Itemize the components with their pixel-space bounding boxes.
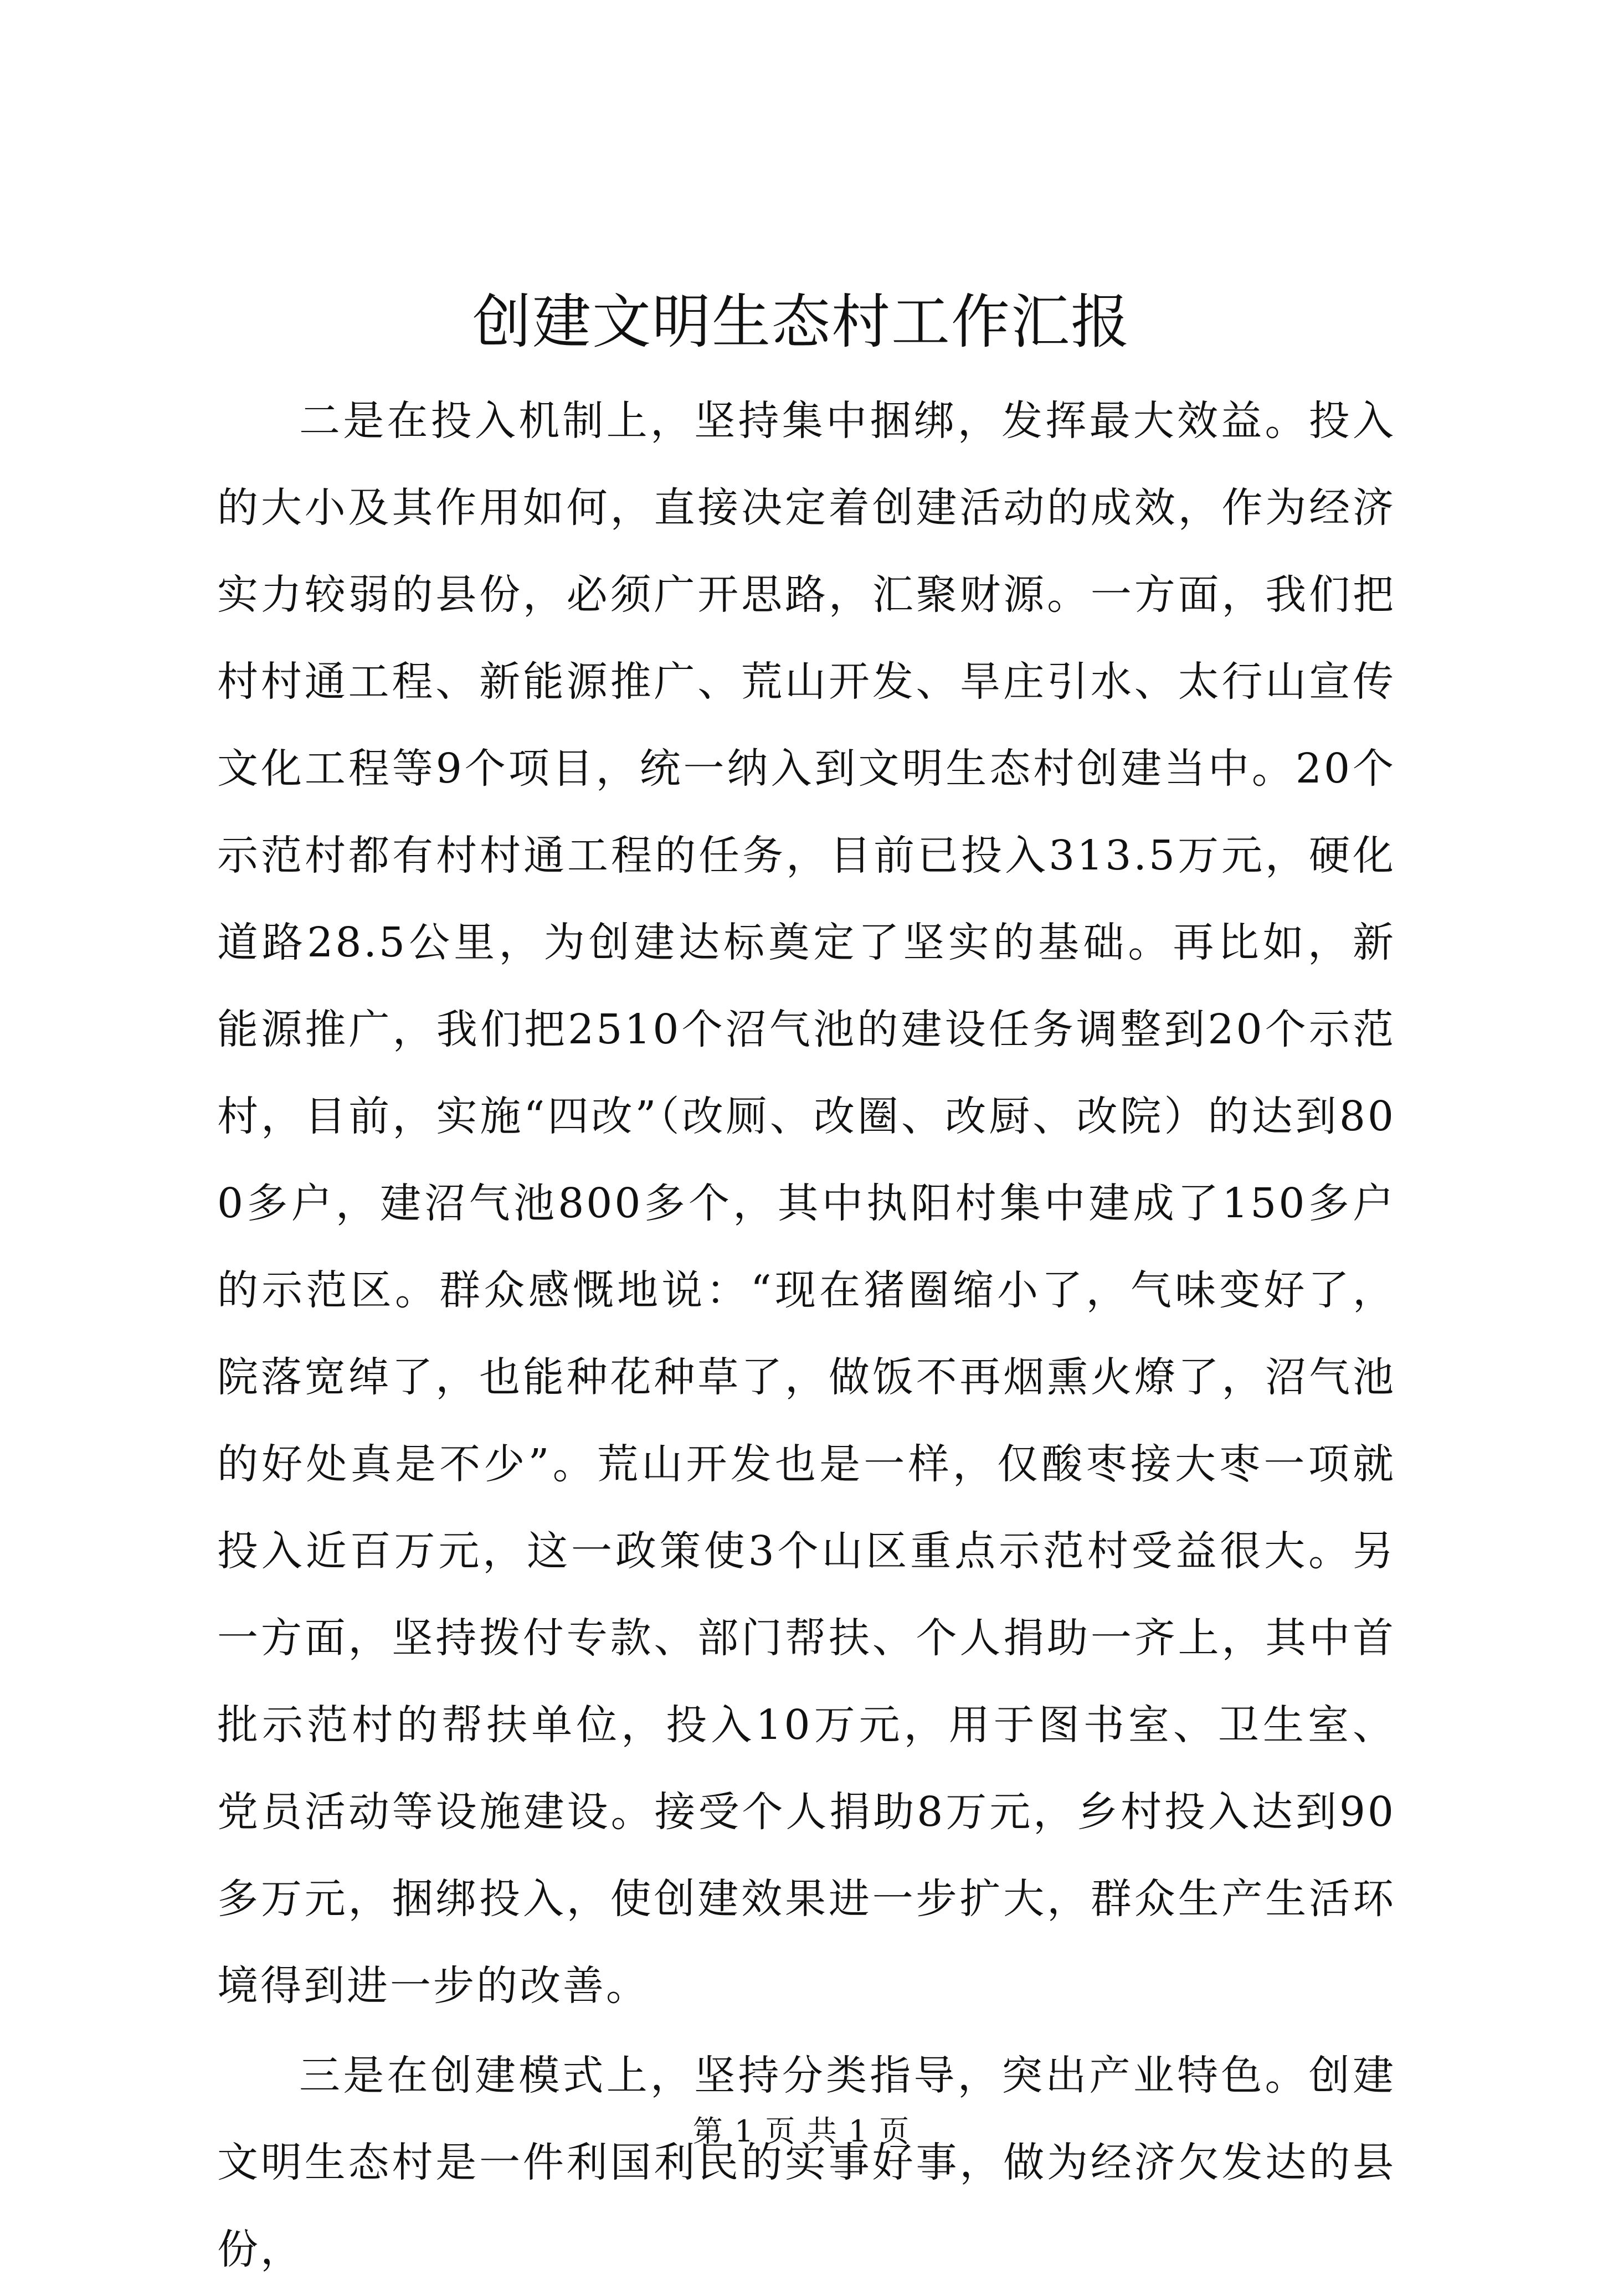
paragraph: 二是在投入机制上，坚持集中捆绑，发挥最大效益。投入的大小及其作用如何，直接决定着创建活动的成效，作为经济实力较弱的县份，必须广开思路，汇聚财源。一方面，我们把村村通工程、新能源推广、荒山开发、旱庄引水、太行山宣传文化工程等9个项目，统一纳入到文明生态村创建当中。20个示范村都有村村通工程的任务，目前已投入313.5万元，硬化道路28.5公里，为创建达标奠定了坚实的基础。再比如，新能源推广，我们把2510个沼气池的建设任务调整到20个示范村，目前，实施“四改”（改厕、改圈、改厨、改院）的达到800多户，建沼气池800多个，其中执阳村集中建成了150多户的示范区。群众感慨地说：“现在猪圈缩小了，气味变好了，院落宽绰了，也能种花种草了，做饭不再烟熏火燎了，沼气池的好处真是不少”。荒山开发也是一样，仅酸枣接大枣一项就投入近百万元，这一政策使3个山区重点示范村受益很大。另一方面，坚持拨付专款、部门帮扶、个人捐助一齐上，其中首批示范村的帮扶单位，投入10万元，用于图书室、卫生室、党员活动等设施建设。接受个人捐助8万元，乡村投入达到90多万元，捆绑投入，使创建效果进一步扩大，群众生产生活环境得到进一步的改善。: [217, 397, 1396, 2010]
document-title: 创建文明生态村工作汇报: [472, 288, 1131, 356]
document-body: [217, 378, 1396, 2296]
paragraph: 三是在创建模式上，坚持分类指导，突出产业特色。创建文明生态村是一件利国利民的实事好事，做为经济欠发达的县份，: [217, 2052, 1396, 2273]
page-footer: 第 1 页 共 1 页: [692, 2114, 911, 2149]
